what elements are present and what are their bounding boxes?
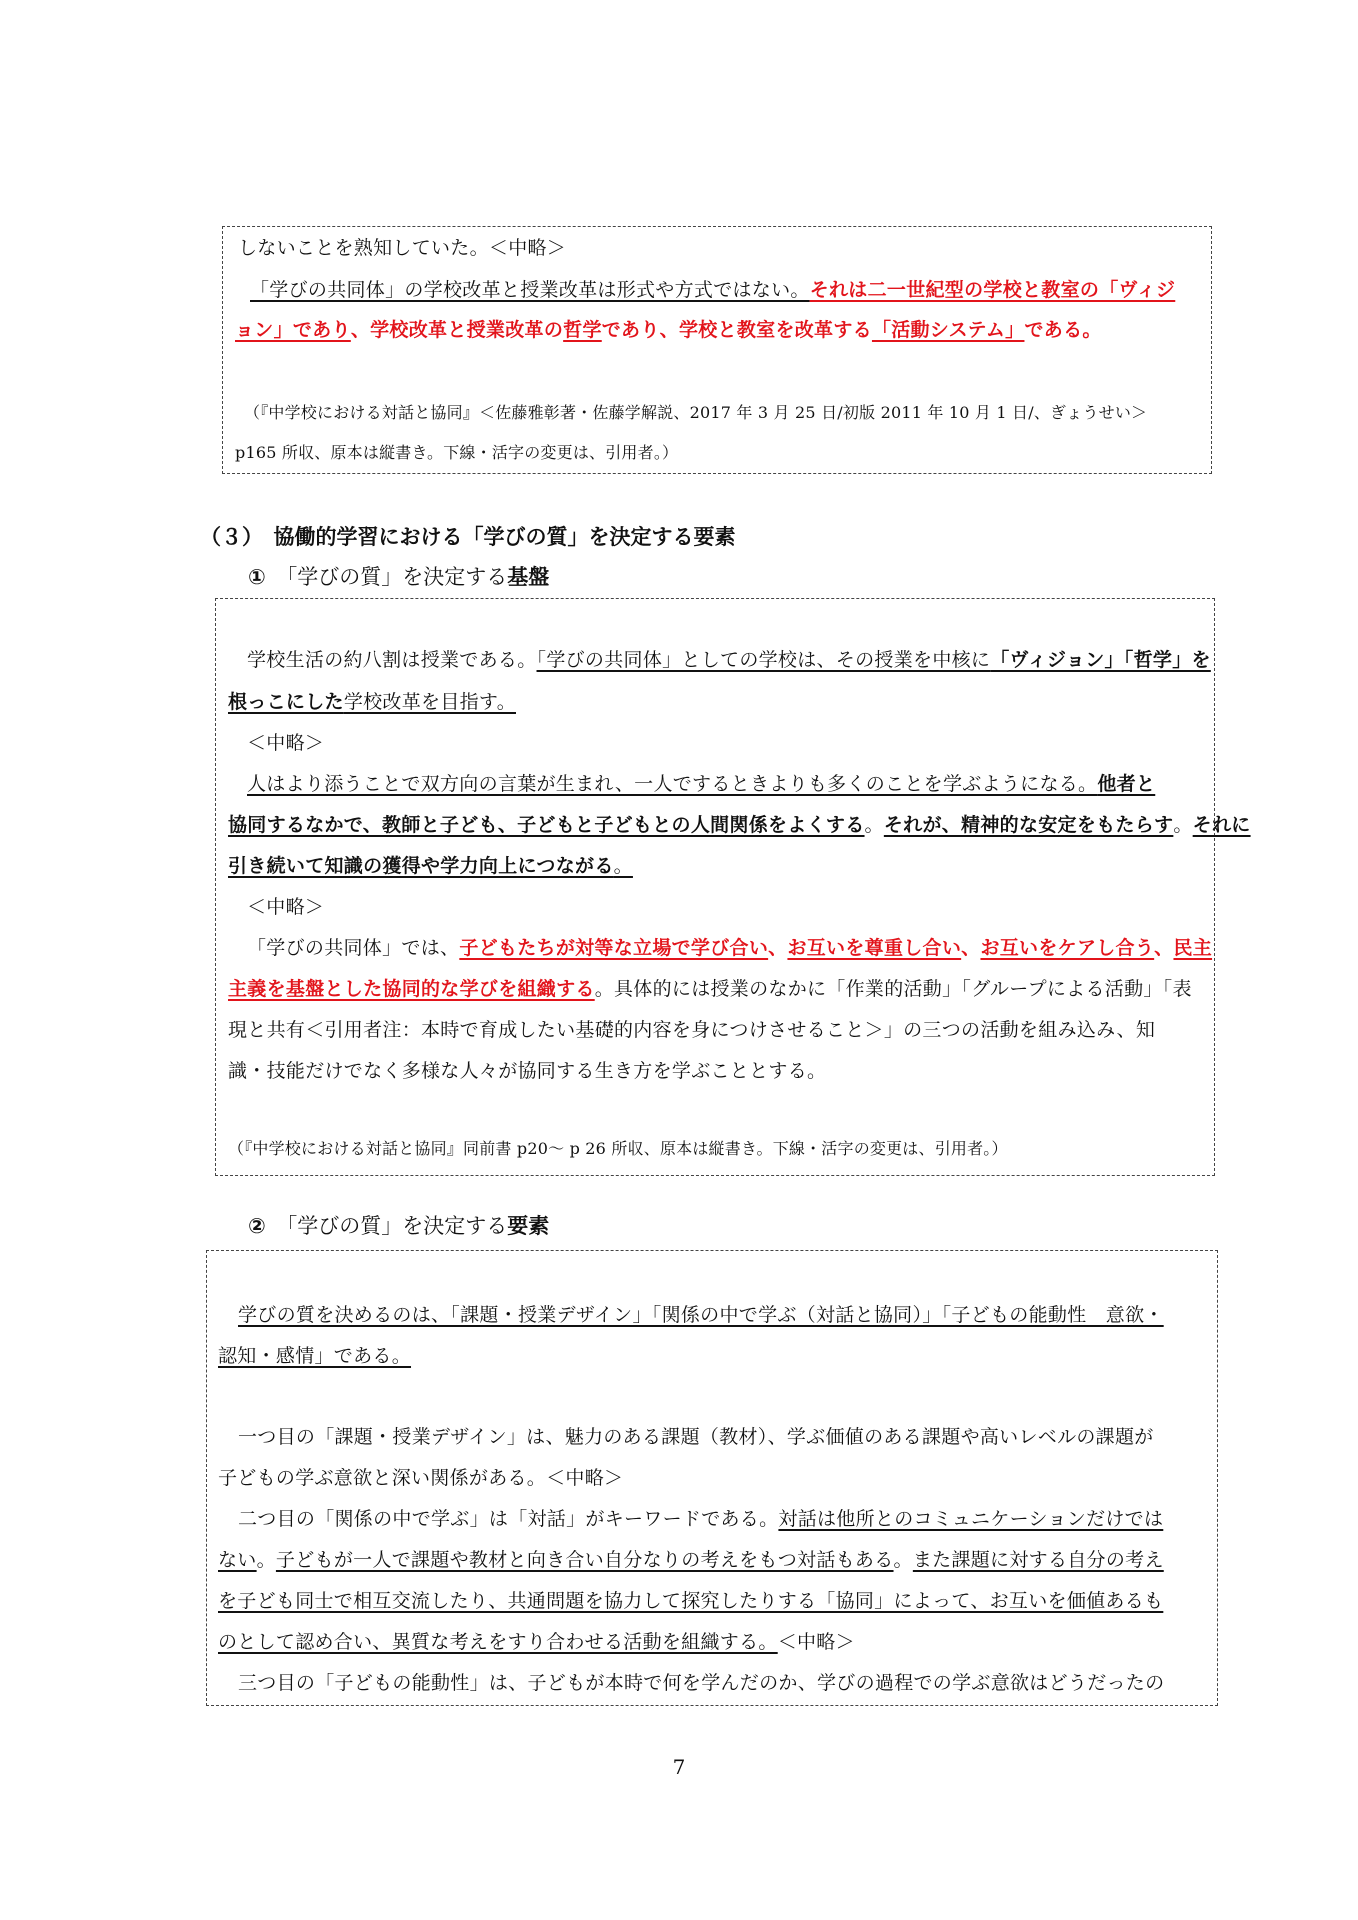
quote3-line-9: 三つ目の「子どもの能動性」は、子どもが本時で何を学んだのか、学びの過程での学ぶ意欲はどうだったの [238, 1672, 1165, 1694]
quote3-line-5: 二つ目の「関係の中で学ぶ」は「対話」がキーワードである。対話は他所とのコミュニケーションだけでは [238, 1508, 1164, 1530]
quote1-line-3: ョン」であり、学校改革と授業改革の哲学であり、学校と教室を改革する「活動システム」である。 [235, 319, 1102, 341]
quote2-line-6: 引き続いて知識の獲得や学力向上につながる。 [228, 855, 633, 877]
quote1-line-1: しないことを熟知していた。＜中略＞ [238, 237, 567, 259]
quote2-line-4: 人はより添うことで双方向の言葉が生まれ、一人でするときよりも多くのことを学ぶようになる。他者と [247, 773, 1156, 795]
quote3-line-4: 子どもの学ぶ意欲と深い関係がある。＜中略＞ [218, 1467, 624, 1489]
quote3-line-7: を子ども同士で相互交流したり、共通問題を協力して探究したりする「協同」によって、お互いを価値あるも [218, 1590, 1164, 1612]
page-number: 7 [672, 1755, 686, 1779]
quote3-line-6: ない。子どもが一人で課題や教材と向き合い自分なりの考えをもつ対話もある。また課題に対する自分の考え [218, 1549, 1164, 1571]
quote-box-2 [215, 598, 1215, 1176]
quote2-line-8: 「学びの共同体」では、子どもたちが対等な立場で学び合い、お互いを尊重し合い、お互いをケアし合う、民主 [247, 937, 1213, 959]
quote2-omission-2: ＜中略＞ [247, 896, 325, 918]
quote2-citation: （『中学校における対話と協同』同前書 p20～ p 26 所収、原本は縦書き。下線・活字の変更は、引用者。） [228, 1139, 1008, 1158]
quote2-line-2: 根っこにした学校改革を目指す。 [228, 691, 516, 713]
quote3-line-3: 一つ目の「課題・授業デザイン」は、魅力のある課題（教材）、学ぶ価値のある課題や高いレベルの課題が [238, 1426, 1154, 1448]
subheading-1: ① 「学びの質」を決定する基盤 [248, 565, 550, 589]
quote2-line-1: 学校生活の約八割は授業である。「学びの共同体」としての学校は、その授業を中核に「ヴィジョン」「哲学」を [247, 649, 1211, 671]
quote2-line-5: 協同するなかで、教師と子ども、子どもと子どもとの人間関係をよくする。それが、精神的な安定をもたらす。それに [228, 814, 1251, 836]
quote1-citation-1: （『中学校における対話と協同』＜佐藤雅彰著・佐藤学解説、2017 年 3 月 25 日/初版 2011 年 10 月 1 日/、ぎょうせい＞ [244, 403, 1148, 422]
quote2-omission-1: ＜中略＞ [247, 732, 325, 754]
section-3-heading: （３） 協働的学習における「学びの質」を決定する要素 [200, 525, 736, 549]
quote1-line-2: 「学びの共同体」の学校改革と授業改革は形式や方式ではない。それは二一世紀型の学校と教室の「ヴィジ [250, 279, 1176, 301]
quote2-line-9: 主義を基盤とした協同的な学びを組織する。具体的には授業のなかに「作業的活動」「グループによる活動」「表 [228, 978, 1192, 1000]
quote3-line-1: 学びの質を決めるのは、「課題・授業デザイン」「関係の中で学ぶ（対話と協同）」「子どもの能動性 意欲・ [238, 1304, 1164, 1326]
quote3-line-2: 認知・感情」である。 [218, 1345, 412, 1367]
quote2-line-10: 現と共有＜引用者注：本時で育成したい基礎的内容を身につけさせること＞」の三つの活動を組み込み、知 [228, 1019, 1156, 1041]
quote3-line-8: のとして認め合い、異質な考えをすり合わせる活動を組織する。＜中略＞ [218, 1631, 855, 1653]
subheading-2: ② 「学びの質」を決定する要素 [248, 1214, 550, 1238]
quote-box-1 [222, 226, 1212, 474]
quote2-line-11: 識・技能だけでなく多様な人々が協同する生き方を学ぶこととする。 [228, 1060, 827, 1082]
quote1-citation-2: p165 所収、原本は縦書き。下線・活字の変更は、引用者。） [235, 443, 679, 462]
